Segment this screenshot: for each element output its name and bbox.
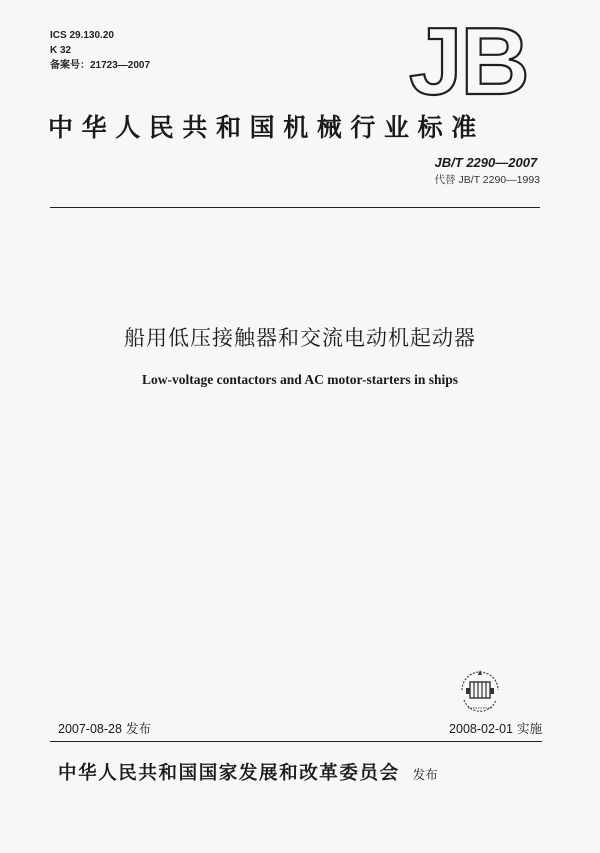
issue-date-group	[58, 719, 151, 737]
jb-logo-icon	[403, 14, 543, 104]
dates-row	[50, 719, 542, 737]
bottom-divider	[50, 741, 542, 742]
publisher-seal-icon	[456, 666, 504, 716]
organization-title: 中华人民共和国机械行业标准	[48, 113, 485, 142]
jb-logo	[403, 14, 543, 104]
document-title-chinese: 船用低压接触器和交流电动机起动器	[124, 326, 476, 350]
classification-info	[50, 28, 150, 73]
implementation-label: 实施	[516, 721, 542, 736]
replaced-standard: 代替 JB/T 2290—1993	[434, 174, 540, 186]
jb-logo-text: JB	[409, 14, 528, 104]
implementation-date-group	[449, 719, 542, 737]
issue-date: 2007-08-28	[58, 722, 122, 736]
top-divider	[50, 207, 540, 208]
issuing-authority	[58, 759, 438, 785]
record-number: 备案号：21723—2007	[50, 60, 151, 71]
ics-code: ICS 29.130.20	[50, 30, 114, 41]
standard-number: JB/T 2290—2007	[434, 155, 538, 170]
issuer-name: 中华人民共和国国家发展和改革委员会	[58, 763, 400, 784]
implementation-date: 2008-02-01	[449, 722, 513, 736]
issue-label: 发布	[125, 721, 151, 736]
publisher-seal	[456, 666, 504, 716]
classification-code: K 32	[50, 45, 72, 56]
standard-number-block	[435, 155, 540, 187]
issuer-suffix: 发布	[412, 767, 438, 782]
document-title-english: Low-voltage contactors and AC motor-starters in ships	[142, 372, 458, 387]
